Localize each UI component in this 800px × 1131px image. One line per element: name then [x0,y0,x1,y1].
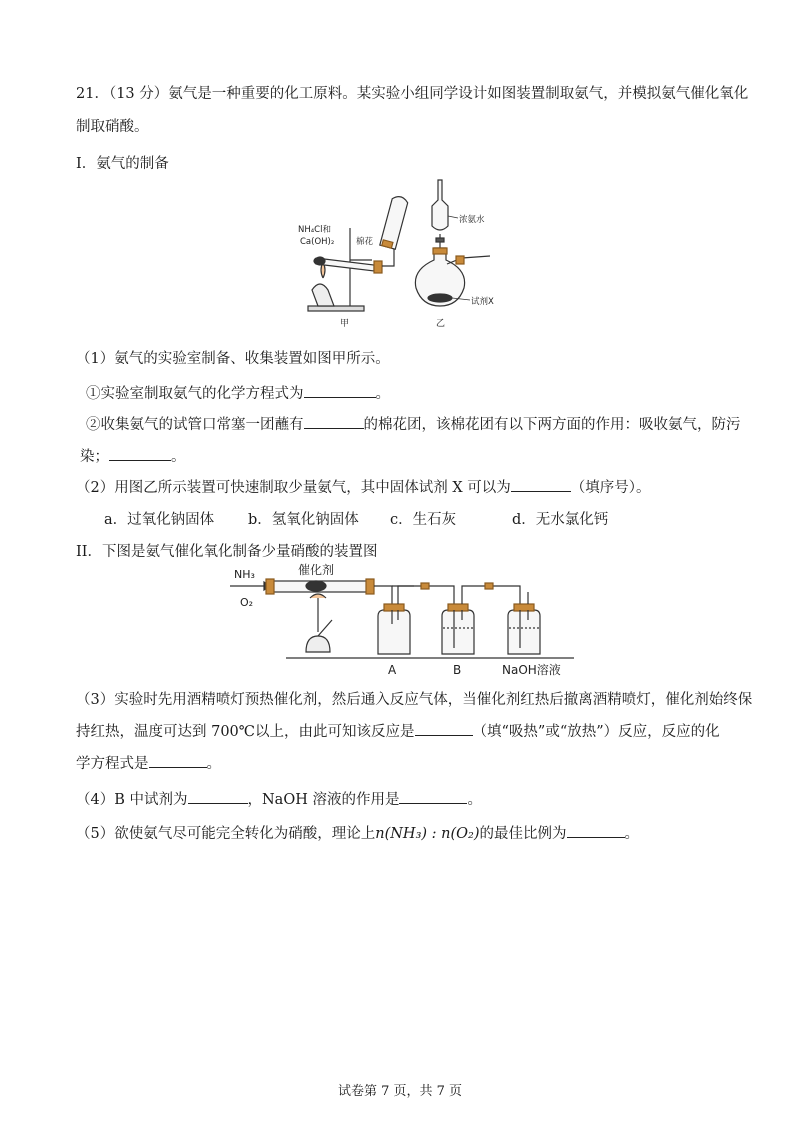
section2-title: II．下图是氨气催化氧化制备少量硝酸的装置图 [76,544,378,560]
apparatus-jia [308,195,409,311]
label-nh3: NH₃ [234,568,255,581]
q1-part2 [86,413,741,434]
q2-text-pre: （2）用图乙所示装置可快速制取少量氨气，其中固体试剂 X 可以为 [76,480,511,496]
section1-title: I．氨气的制备 [76,156,169,172]
apparatus-yi [415,180,490,306]
label-cotton: 棉花 [356,237,374,247]
label-reagent-b: Ca(OH)₂ [300,237,335,247]
label-bottle-b: B [453,663,462,677]
q3-blank2[interactable] [149,753,207,768]
q2-blank[interactable] [511,477,571,492]
q1-part2-text: ②收集氨气的试管口常塞一团蘸有 [86,417,304,433]
q1-part2-cont-end: 。 [171,449,186,465]
q1-part1 [86,382,390,403]
q1-part2-text-end: 的棉花团，该棉花团有以下两方面的作用：吸收氨气，防污 [363,417,741,433]
label-conc-ammonia: 浓氨水 [459,215,485,225]
q2-option-c: c．生石灰 [390,512,457,528]
q1-part2-blank1[interactable] [304,414,364,429]
q5-blank[interactable] [567,823,625,838]
q1-intro: （1）氨气的实验室制备、收集装置如图甲所示。 [76,351,390,367]
q5-mid: 的最佳比例为 [479,826,567,842]
q1-part2-cont [80,445,186,466]
label-bottle-a: A [388,663,397,677]
q2-option-a: a．过氧化钠固体 [104,512,215,528]
q4-blank2[interactable] [399,789,467,804]
q1-part1-text: ①实验室制取氨气的化学方程式为 [86,386,304,402]
page-footer: 试卷第 7 页，共 7 页 [337,1084,463,1099]
q3-line2-post: （填“吸热”或“放热”）反应，反应的化 [472,724,720,740]
q1-part2-cont-text: 染； [80,449,109,465]
label-reagent-a: NH₄Cl和 [298,225,331,235]
label-o2: O₂ [240,596,254,609]
caption-jia: 甲 [340,319,350,329]
question-intro-line2: 制取硝酸。 [76,119,149,135]
label-catalyst: 催化剂 [298,563,335,577]
q4-blank1[interactable] [188,789,248,804]
q3-line2 [76,720,720,741]
q4-post: 。 [467,792,482,808]
q2-option-b: b．氢氧化钠固体 [248,512,359,528]
q4-text [76,788,482,809]
q5-pre: （5）欲使氨气尽可能完全转化为硝酸，理论上 [76,826,376,842]
figure-ammonia-preparation [290,178,520,333]
q3-line2-pre: 持红热，温度可达到 700℃以上，由此可知该反应是 [76,724,415,740]
q2-option-d: d．无水氯化钙 [512,512,609,528]
caption-yi: 乙 [436,319,446,329]
label-reagent-x: 试剂X [471,297,494,307]
q4-pre: （4）B 中试剂为 [76,792,188,808]
q5-ratio: n(NH₃) : n(O₂) [375,826,480,842]
q3-line3-post: 。 [206,756,221,772]
q5-text [76,822,639,843]
q2-text-post: （填序号）。 [570,480,651,496]
q3-blank1[interactable] [415,721,473,736]
q4-mid: ，NaOH 溶液的作用是 [247,792,400,808]
q5-post: 。 [624,826,639,842]
q1-part2-blank2[interactable] [109,446,171,461]
figure-catalytic-oxidation [222,562,582,682]
q1-part1-end: 。 [375,386,390,402]
q1-part1-blank[interactable] [304,383,376,398]
q3-line1: （3）实验时先用酒精喷灯预热催化剂，然后通入反应气体，当催化剂红热后撤离酒精喷灯，催化剂始终保 [76,692,753,708]
q2-text [76,476,651,497]
q3-line3-pre: 学方程式是 [76,756,149,772]
q3-line3 [76,752,221,773]
label-naoh-solution: NaOH溶液 [502,663,561,677]
question-intro-line1: 21．（13 分）氨气是一种重要的化工原料。某实验小组同学设计如图装置制取氨气，并模拟氨气催化氧化 [76,86,749,102]
